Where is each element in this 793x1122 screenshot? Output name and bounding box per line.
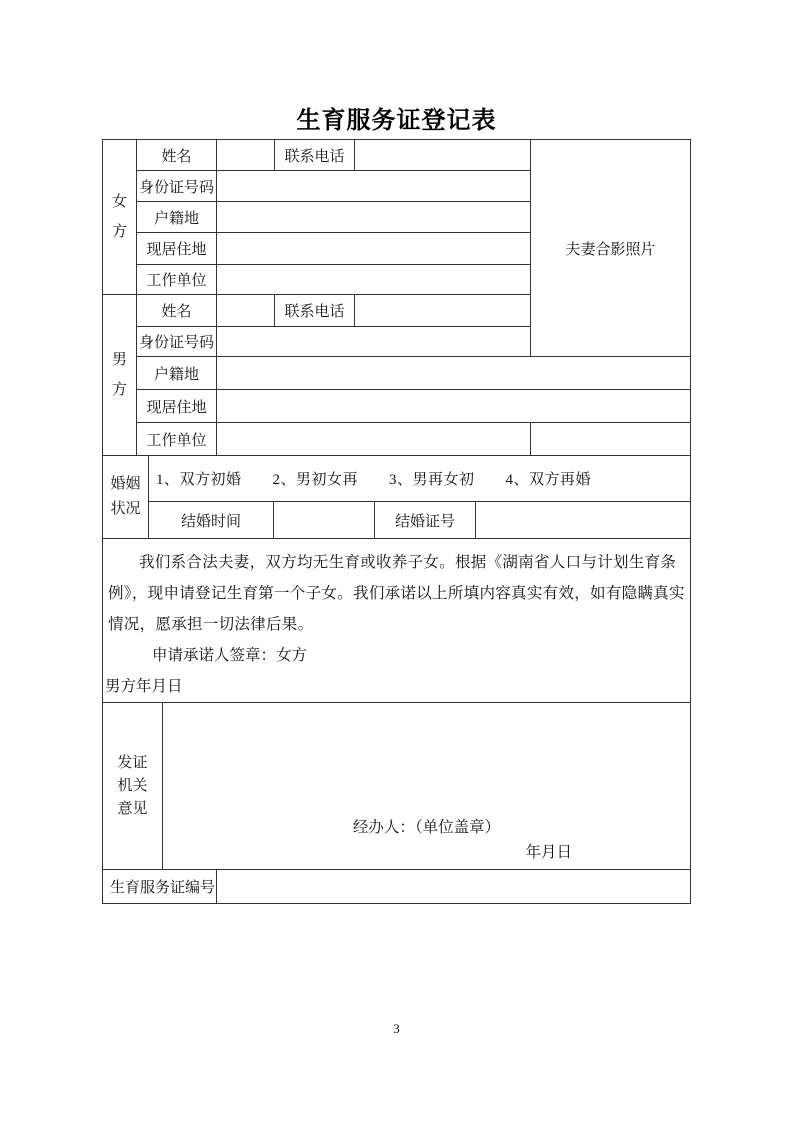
female-name-input[interactable] bbox=[217, 140, 275, 171]
female-section-label: 女方 bbox=[103, 140, 137, 295]
marriage-status-section bbox=[103, 456, 690, 539]
serial-section bbox=[103, 870, 690, 903]
female-phone-input[interactable] bbox=[355, 140, 531, 171]
serial-number-label: 生育服务证编号 bbox=[103, 870, 217, 903]
male-employer-label: 工作单位 bbox=[137, 423, 217, 455]
marriage-certificate-label: 结婚证号 bbox=[375, 502, 476, 538]
female-current-residence-input[interactable] bbox=[217, 233, 531, 265]
male-employer-extra-cell bbox=[531, 423, 690, 455]
female-employer-input[interactable] bbox=[217, 265, 531, 295]
marriage-options[interactable]: 1、双方初婚 2、男初女再 3、男再女初 4、双方再婚 bbox=[149, 456, 690, 502]
marriage-date-input[interactable] bbox=[274, 502, 375, 538]
serial-number-input[interactable] bbox=[217, 870, 690, 903]
male-section-label: 男方 bbox=[103, 295, 137, 455]
male-phone-input[interactable] bbox=[355, 295, 531, 327]
declaration-signature-line: 申请承诺人签章：女方 bbox=[152, 647, 308, 664]
female-current-residence-label: 现居住地 bbox=[137, 233, 217, 265]
authority-section bbox=[103, 703, 690, 870]
male-current-residence-label: 现居住地 bbox=[137, 390, 217, 423]
couple-photo-area bbox=[531, 140, 690, 357]
female-employer-label: 工作单位 bbox=[137, 265, 217, 295]
authority-date-line: 年月日 bbox=[525, 844, 572, 861]
declaration-section bbox=[103, 539, 690, 703]
female-registered-residence-label: 户籍地 bbox=[137, 202, 217, 233]
declaration-text: 我们系合法夫妻，双方均无生育或收养子女。根据《湖南省人口与计划生育条例》，现申请登记生育第一个子女。我们承诺以上所填内容真实有效，如有隐瞒真实情况，愿承担一切法律后果。 bbox=[108, 554, 685, 633]
male-employer-input[interactable] bbox=[217, 423, 531, 455]
authority-handler-line: 经办人：（单位盖章） bbox=[352, 819, 501, 836]
page-number: 3 bbox=[393, 1021, 400, 1036]
authority-section-label: 发证机关意见 bbox=[103, 703, 163, 869]
male-id-input[interactable] bbox=[217, 327, 531, 357]
male-id-label: 身份证号码 bbox=[137, 327, 217, 357]
page-title: 生育服务证登记表 bbox=[296, 107, 497, 134]
female-name-label: 姓名 bbox=[137, 140, 217, 171]
marriage-date-label: 结婚时间 bbox=[149, 502, 274, 538]
male-phone-label: 联系电话 bbox=[275, 295, 355, 327]
female-id-input[interactable] bbox=[217, 171, 531, 202]
authority-opinion-area[interactable] bbox=[163, 703, 690, 869]
marriage-section-label: 婚姻状况 bbox=[103, 456, 149, 538]
male-name-input[interactable] bbox=[217, 295, 275, 327]
female-registered-residence-input[interactable] bbox=[217, 202, 531, 233]
marriage-certificate-input[interactable] bbox=[476, 502, 690, 538]
male-registered-residence-input[interactable] bbox=[217, 357, 690, 390]
male-current-residence-input[interactable] bbox=[217, 390, 690, 423]
couple-info-section bbox=[103, 140, 690, 456]
male-name-label: 姓名 bbox=[137, 295, 217, 327]
female-id-label: 身份证号码 bbox=[137, 171, 217, 202]
registration-form-table bbox=[102, 139, 691, 904]
male-registered-residence-label: 户籍地 bbox=[137, 357, 217, 390]
female-phone-label: 联系电话 bbox=[275, 140, 355, 171]
declaration-male-date-line: 男方年月日 bbox=[105, 678, 183, 695]
couple-photo-label: 夫妻合影照片 bbox=[565, 241, 656, 258]
